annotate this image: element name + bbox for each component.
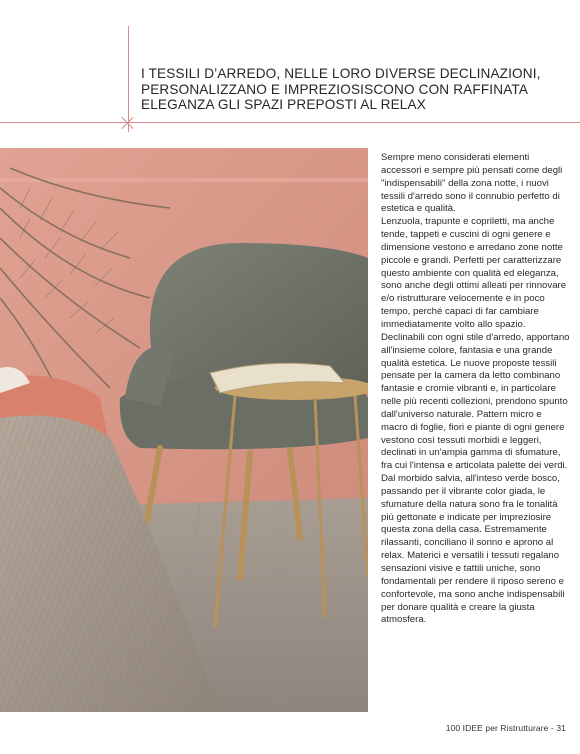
page-footer: 100 IDEE per Ristrutturare - 31 [445,723,566,733]
bedroom-armchair-illustration [0,148,368,712]
article-body [381,152,571,627]
decorative-horizontal-line [0,122,580,123]
article-paragraph: Lenzuola, trapunte e copriletti, ma anche tende, tappeti e cuscini di ogni genere e dimensione vestono e arredano zone notte piccole e grandi. Perfetti per caratterizzare questo ambiente con qualità ed eleganza, sono anche degli ottimi alleati per rinnovare e/o ristrutturare velocemente e in poco tempo, perché capaci di far cambiare immediatamente volto allo spazio. Declinabili con ogni stile d'arredo, apportano all'insieme colore, fantasia e una grande qualità estetica. Le nuove proposte tessili pensate per la camera da letto combinano fantasie e cromie vibranti e, in particolare nelle più recenti collezioni, prendono spunto dall'universo naturale. Pattern micro e macro di foglie, fiori e piante di ogni genere vestono così tessuti morbidi e leggeri, declinati in un'ampia gamma di sfumature, fra cui l'intensa e articolata palette dei verdi. Dal morbido salvia, all'inteso verde bosco, passando per il vibrante color giada, le sfumature della natura sono fra le tonalità più gettonate e indicate per impreziosire questa zona della casa. Estremamente rilassanti, conciliano il sonno e aprono al relax. Materici e versatili i tessuti regalano sensazioni visive e tattili uniche, sono fondamentali per rendere il riposo sereno e confortevole, ma sono anche indispensabili per donare qualità e creare la giusta atmosfera. [381,216,570,626]
decorative-cross-mark [121,116,135,130]
article-paragraph: Sempre meno considerati elementi accessori e sempre più pensati come degli "indispensabili" della zona notte, i nuovi tessili d'arredo sono il connubio perfetto di estetica e qualità. [381,152,563,215]
page-headline: I TESSILI D’ARREDO, NELLE LORO DIVERSE DECLINAZIONI, PERSONALIZZANO E IMPREZIOSISCONO CON RAFFINATA ELEGANZA GLI SPAZI PREPOSTI AL RELAX [141,66,541,113]
bedroom-photo [0,148,368,712]
